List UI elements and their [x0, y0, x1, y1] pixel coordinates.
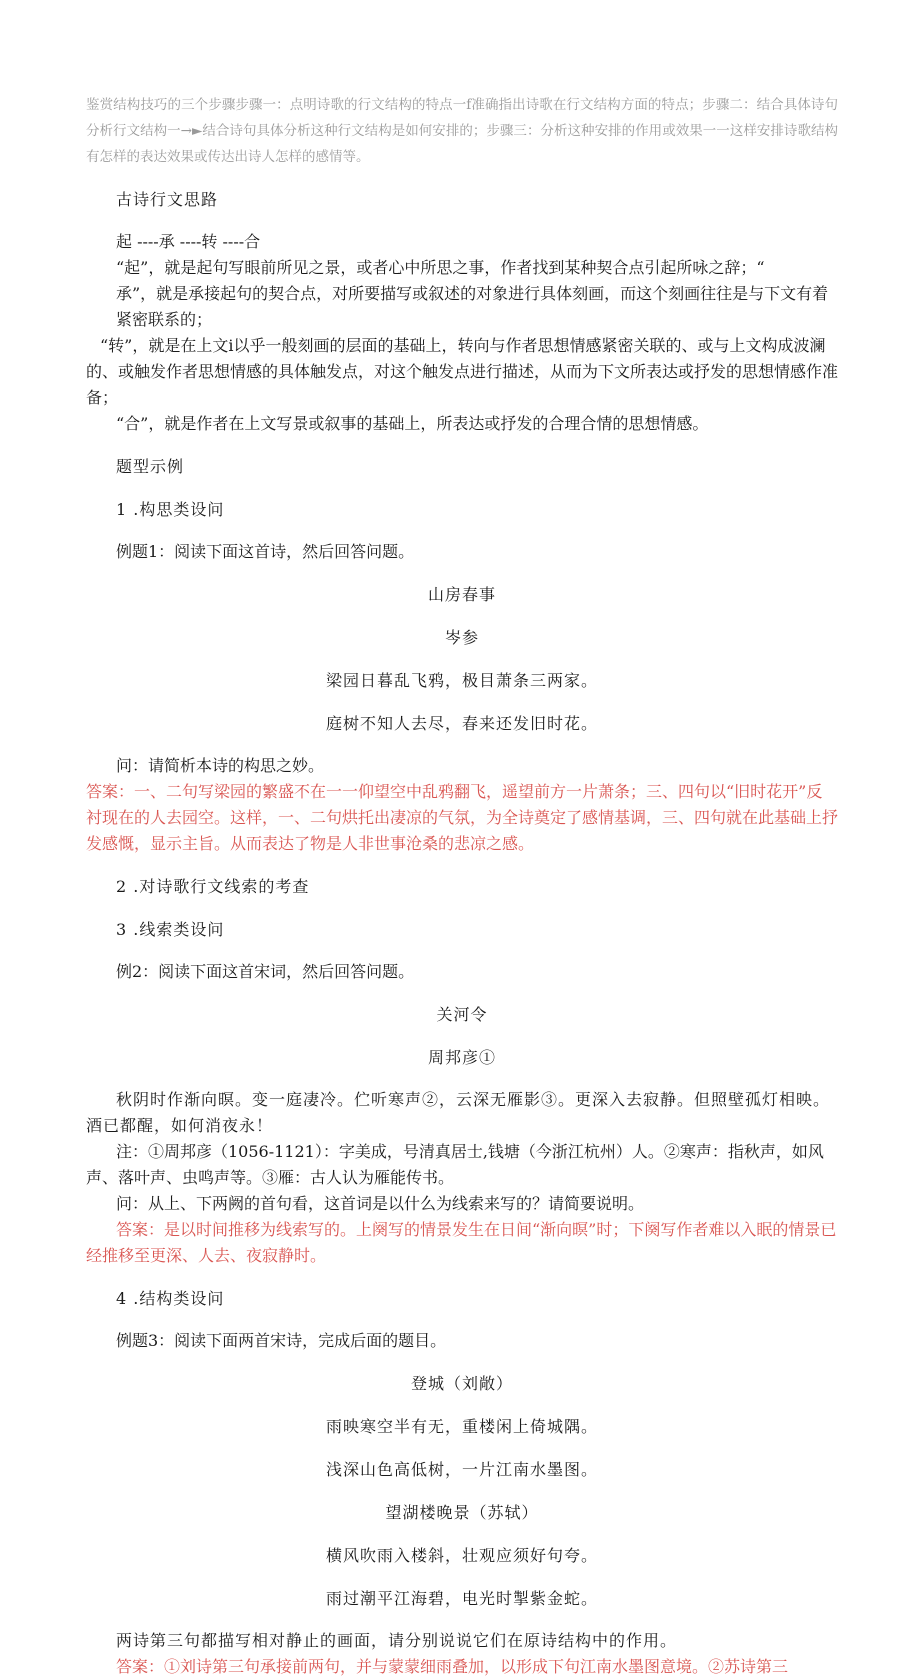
poem-2-text: 秋阴时作渐向暝。变一庭凄冷。伫听寒声②，云深无雁影③。更深入去寂静。但照壁孤灯相映。酒已都醒，如何消夜永！: [86, 1090, 831, 1135]
cheng-paragraph: 承”，就是承接起句的契合点，对所要描写或叙述的对象进行具体刻画，而这个刻画往往是与下文有着紧密联系的；: [116, 284, 829, 329]
question-3: 两诗第三句都描写相对静止的画面，请分别说说它们在原诗结构中的作用。: [116, 1631, 678, 1650]
heading-4: 4 .结构类设问: [116, 1289, 225, 1308]
section-title: 古诗行文思路: [116, 190, 219, 209]
poem-4-line: 雨过潮平江海碧，电光时掣紫金蛇。: [325, 1589, 598, 1608]
poem-3-line: 雨映寒空半有无，重楼闲上倚城隅。: [325, 1417, 598, 1436]
document-page: [86, 92, 838, 1680]
answer-1: 答案：一、二句写梁园的繁盛不在一一仰望空中乱鸦翻飞，遥望前方一片萧条；三、四句以“旧时花开”反衬现在的人去园空。这样，一、二句烘托出凄凉的气氛，为全诗奠定了感情基调，三、四句就在此基础上抒发感慨，显示主旨。从而表达了物是人非世事沧桑的悲凉之感。: [86, 782, 839, 853]
intro-paragraph: 鉴赏结构技巧的三个步骤步骤一：点明诗歌的行文结构的特点一f准确指出诗歌在行文结构方面的特点；步骤二：结合具体诗句分析行文结构一→►结合诗句具体分析这种行文结构是如何安排的；步骤三：分析这种安排的作用或效果一一这样安排诗歌结构有怎样的表达效果或传达出诗人怎样的感情等。: [86, 97, 838, 165]
poem-1-line: 庭树不知人去尽，春来还发旧时花。: [325, 714, 598, 733]
flow-line: 起 ----承 ----转 ----合: [116, 232, 261, 251]
he-paragraph: “合”，就是作者在上文写景或叙事的基础上，所表达或抒发的合理合情的思想情感。: [116, 414, 709, 433]
poem-1-line: 梁园日暮乱飞鸦，极目萧条三两家。: [325, 671, 598, 690]
poem-2-author: 周邦彦①: [427, 1048, 496, 1067]
poem-4-line: 横风吹雨入楼斜，壮观应须好句夸。: [325, 1546, 598, 1565]
examples-title: 题型示例: [116, 457, 185, 476]
poem-4-title: 望湖楼晚景（苏轼）: [385, 1503, 539, 1522]
answer-3: 答案：①刘诗第三句承接前两句，并与蒙蒙细雨叠加，以形成下句江南水墨图意境。②苏诗第三: [116, 1657, 789, 1676]
heading-3: 3 .线索类设问: [116, 920, 225, 939]
qi-paragraph: “起”，就是起句写眼前所见之景，或者心中所思之事，作者找到某种契合点引起所咏之辞；“: [116, 258, 765, 277]
example-3-intro: 例题3：阅读下面两首宋诗，完成后面的题目。: [116, 1331, 447, 1350]
poem-3-title: 登城（刘敞）: [410, 1374, 513, 1393]
poem-1-title: 山房春事: [427, 585, 496, 604]
annotation-note: 注：①周邦彦（1056-1121）：字美成，号清真居士,钱塘（今浙江杭州）人。②寒声：指秋声，如风声、落叶声、虫鸣声等。③雁：古人认为雁能传书。: [86, 1142, 824, 1187]
answer-2: 答案：是以时间推移为线索写的。上阕写的情景发生在日间“渐向暝”时；下阕写作者难以入眠的情景已经推移至更深、人去、夜寂静时。: [86, 1220, 837, 1265]
poem-2-title: 关河令: [436, 1005, 488, 1024]
question-2: 问：从上、下两阙的首句看，这首词是以什么为线索来写的？请简要说明。: [116, 1194, 645, 1213]
example-2-intro: 例2：阅读下面这首宋词，然后回答问题。: [116, 962, 415, 981]
poem-3-line: 浅深山色高低树，一片江南水墨图。: [325, 1460, 598, 1479]
example-1-intro: 例题1：阅读下面这首诗，然后回答问题。: [116, 542, 415, 561]
question-1: 问：请简析本诗的构思之妙。: [116, 756, 325, 775]
heading-2: 2 .对诗歌行文线索的考查: [116, 877, 310, 896]
heading-1: 1 .构思类设问: [116, 500, 225, 519]
poem-1-author: 岑参: [444, 628, 479, 647]
zhuan-paragraph: “转”，就是在上文i以乎一般刻画的层面的基础上，转向与作者思想情感紧密关联的、或与上文构成波澜的、或触发作者思想情感的具体触发点，对这个触发点进行描述，从而为下文所表达或抒发的思想情感作准备；: [86, 336, 839, 407]
